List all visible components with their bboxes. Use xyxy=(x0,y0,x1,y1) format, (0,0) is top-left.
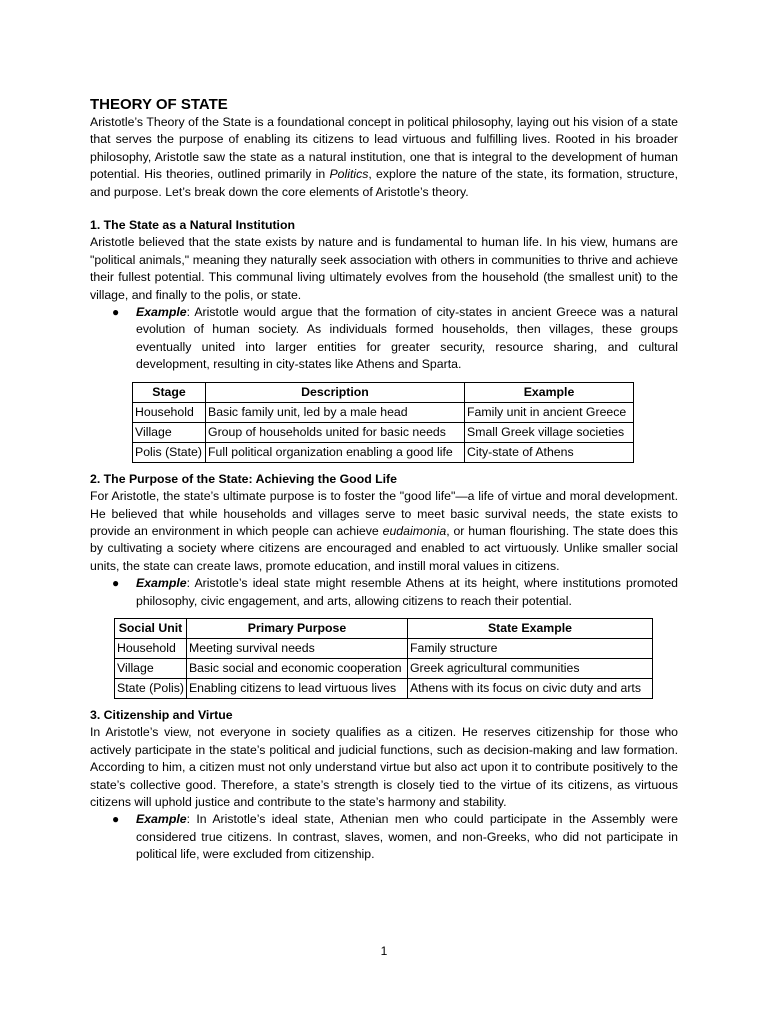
section-1-example: ● Example: Aristotle would argue that the formation of city-states in ancient Greece was a natural evolution of human society. As individuals formed households, then villages, these groups eventually united into larger entities for greater security, resource sharing, and cultural development, resulting in city-states like Athens and Sparta. xyxy=(112,305,678,372)
table-header-row xyxy=(115,618,653,638)
page-content xyxy=(90,96,678,864)
table-header: Description xyxy=(206,382,465,402)
table-cell: Athens with its focus on civic duty and arts xyxy=(407,678,652,698)
bullet-icon: ● xyxy=(112,305,120,320)
table-cell: Village xyxy=(133,422,206,442)
table-cell: Household xyxy=(133,402,206,422)
section-2-example: ● Example: Aristotle’s ideal state might resemble Athens at its height, where institutions promoted philosophy, civic engagement, and arts, allowing citizens to reach their potential. xyxy=(112,576,678,608)
section-3-bullets xyxy=(90,811,678,863)
table-row xyxy=(133,422,634,442)
eudaimonia-italic: eudaimonia xyxy=(382,523,447,538)
table-cell: Village xyxy=(115,658,187,678)
section-3-body: In Aristotle’s view, not everyone in society qualifies as a citizen. He reserves citizenship for those who actively participate in the state’s political and judicial functions, such as decision-making and law formation. According to him, a citizen must not only understand virtue but also act upon it to contribute positively to the state’s collective good. Therefore, a state’s strength is closely tied to the virtue of its citizens, as virtuous citizens will uphold justice and contribute to the state’s harmony and stability. xyxy=(90,725,678,809)
table-row xyxy=(133,402,634,422)
table-cell: Group of households united for basic needs xyxy=(206,422,465,442)
section-1-bullets xyxy=(90,304,678,374)
section-2-body: For Aristotle, the state’s ultimate purpose is to foster the "good life"—a life of virtue and moral development. He believed that while households and villages serve to meet basic survival needs, the state exists to provide an environment in which people can achieve eudaimonia, or human flourishing. The state does this by cultivating a society where citizens are encouraged and enabled to act virtuously. Unlike smaller social units, the state can create laws, promote education, and instill moral values in citizens. xyxy=(90,489,678,573)
table-header-row xyxy=(133,382,634,402)
section-2-bullets xyxy=(90,575,678,610)
table-cell: Full political organization enabling a good life xyxy=(206,442,465,462)
table-cell: Household xyxy=(115,638,187,658)
table-header: Example xyxy=(465,382,634,402)
table-cell: Basic social and economic cooperation xyxy=(186,658,407,678)
table-cell: Polis (State) xyxy=(133,442,206,462)
social-unit-table xyxy=(114,618,653,699)
table-cell: Basic family unit, led by a male head xyxy=(206,402,465,422)
page-title: THEORY OF STATE xyxy=(90,96,228,113)
table-row xyxy=(115,678,653,698)
table-row xyxy=(133,442,634,462)
table-row xyxy=(115,658,653,678)
politics-italic: Politics xyxy=(329,167,369,182)
section-3-heading: 3. Citizenship and Virtue xyxy=(90,707,233,722)
table-cell: Family unit in ancient Greece xyxy=(465,402,634,422)
table-cell: City-state of Athens xyxy=(465,442,634,462)
table-cell: State (Polis) xyxy=(115,678,187,698)
table-header: Stage xyxy=(133,382,206,402)
table-cell: Enabling citizens to lead virtuous lives xyxy=(186,678,407,698)
table-cell: Family structure xyxy=(407,638,652,658)
section-1-heading: 1. The State as a Natural Institution xyxy=(90,218,295,233)
bullet-icon: ● xyxy=(112,576,120,591)
stage-table xyxy=(132,382,634,463)
table-header: Primary Purpose xyxy=(186,618,407,638)
table-header: State Example xyxy=(407,618,652,638)
table-cell: Greek agricultural communities xyxy=(407,658,652,678)
bullet-icon: ● xyxy=(112,812,120,827)
section-3-example: ● Example: In Aristotle’s ideal state, Athenian men who could participate in the Assembly were considered true citizens. In contrast, slaves, women, and non-Greeks, who did not participate in political life, were excluded from citizenship. xyxy=(112,812,678,862)
section-1-body: Aristotle believed that the state exists by nature and is fundamental to human life. In his view, humans are "political animals," meaning they naturally seek association with others in communities to thrive and achieve their fullest potential. This communal living ultimately evolves from the household (the smallest unit) to the village, and finally to the polis, or state. xyxy=(90,235,678,302)
table-header: Social Unit xyxy=(115,618,187,638)
table-cell: Meeting survival needs xyxy=(186,638,407,658)
table-cell: Small Greek village societies xyxy=(465,422,634,442)
intro-paragraph: Aristotle’s Theory of the State is a foundational concept in political philosophy, laying out his vision of a state that serves the purpose of enabling its citizens to lead virtuous and fulfilling lives. Rooted in his broader philosophy, Aristotle saw the state as a natural institution, one that is integral to the development of human potential. His theories, outlined primarily in Politics, explore the nature of the state, its formation, structure, and purpose. Let’s break down the core elements of Aristotle’s theory. xyxy=(90,115,678,199)
section-2-heading: 2. The Purpose of the State: Achieving the Good Life xyxy=(90,471,397,486)
page-number: 1 xyxy=(380,944,388,958)
table-row xyxy=(115,638,653,658)
